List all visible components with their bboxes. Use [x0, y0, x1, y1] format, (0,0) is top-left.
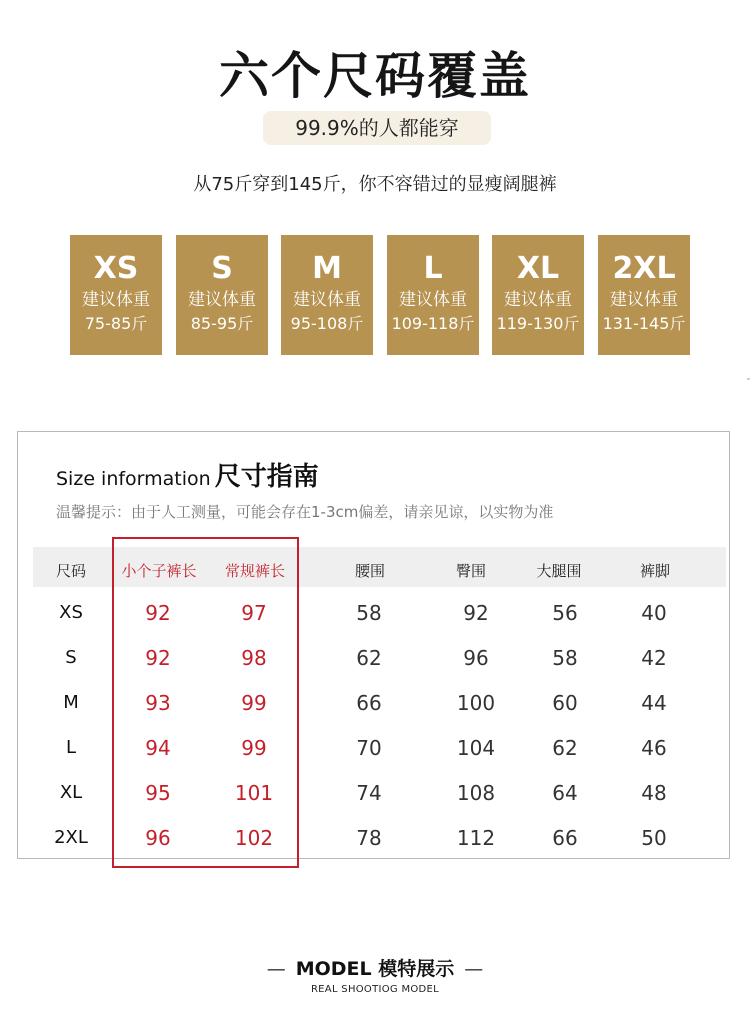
table-cell-hem: 42	[641, 646, 667, 670]
table-cell-hip: 96	[463, 646, 489, 670]
size-range: 109-118斤	[391, 314, 475, 333]
table-cell-hip: 112	[456, 826, 496, 850]
size-card-xl	[492, 235, 584, 355]
size-range: 75-85斤	[84, 314, 148, 333]
table-cell-size: XS	[59, 602, 83, 623]
model-section-title	[0, 954, 750, 981]
size-label: 建议体重	[293, 290, 361, 310]
table-cell-hip: 104	[456, 736, 496, 760]
dash-right: —	[464, 958, 484, 980]
table-header-hem: 裤脚	[639, 562, 671, 580]
model-title-en: MODEL	[295, 958, 372, 980]
table-header-thigh: 大腿围	[536, 562, 582, 580]
size-code: M	[312, 251, 342, 286]
table-cell-hem: 50	[641, 826, 667, 850]
size-code: XL	[516, 251, 560, 286]
size-info-title-en: Size information	[56, 468, 211, 490]
table-cell-thigh: 58	[552, 646, 578, 670]
table-cell-petite-length: 92	[145, 601, 171, 625]
size-card-xs	[70, 235, 162, 355]
table-cell-waist: 58	[356, 601, 382, 625]
page-title: 六个尺码覆盖	[219, 47, 531, 105]
size-card-2xl	[598, 235, 690, 355]
table-cell-waist: 78	[356, 826, 382, 850]
table-header-regular-length: 常规裤长	[224, 562, 286, 580]
size-code: 2XL	[612, 251, 676, 286]
table-cell-hem: 46	[641, 736, 667, 760]
table-cell-hem: 40	[641, 601, 667, 625]
table-cell-size: M	[63, 692, 79, 713]
table-header-waist: 腰围	[354, 562, 386, 580]
table-cell-petite-length: 95	[145, 781, 171, 805]
table-cell-size: L	[65, 737, 77, 758]
size-label: 建议体重	[188, 290, 256, 310]
size-info-title-cn: 尺寸指南	[214, 462, 319, 492]
table-cell-hem: 44	[641, 691, 667, 715]
table-cell-waist: 70	[356, 736, 382, 760]
table-cell-regular-length: 97	[241, 601, 267, 625]
size-code: S	[211, 251, 233, 286]
table-header-petite-length: 小个子裤长	[121, 562, 197, 580]
table-cell-petite-length: 96	[145, 826, 171, 850]
size-card-m	[281, 235, 373, 355]
table-cell-petite-length: 92	[145, 646, 171, 670]
size-range: 119-130斤	[496, 314, 580, 333]
length-columns-highlight	[112, 537, 299, 868]
table-header-hip: 臀围	[455, 562, 487, 580]
coverage-badge: 99.9%的人都能穿	[263, 111, 491, 145]
size-card-l	[387, 235, 479, 355]
size-cards	[70, 235, 690, 355]
table-cell-size: 2XL	[54, 827, 88, 848]
model-title-cn: 模特展示	[378, 958, 455, 980]
table-cell-regular-length: 101	[234, 781, 274, 805]
table-cell-waist: 74	[356, 781, 382, 805]
size-label: 建议体重	[504, 290, 572, 310]
size-label: 建议体重	[399, 290, 467, 310]
size-label: 建议体重	[82, 290, 150, 310]
size-code: XS	[93, 251, 139, 286]
table-cell-size: XL	[59, 782, 83, 803]
dash-left: —	[266, 958, 286, 980]
table-cell-waist: 66	[356, 691, 382, 715]
table-cell-thigh: 66	[552, 826, 578, 850]
size-range: 95-108斤	[290, 314, 364, 333]
table-cell-hip: 108	[456, 781, 496, 805]
size-label: 建议体重	[610, 290, 678, 310]
table-cell-regular-length: 99	[241, 691, 267, 715]
table-cell-hip: 100	[456, 691, 496, 715]
size-info-title	[56, 456, 319, 493]
table-cell-waist: 62	[356, 646, 382, 670]
size-code: L	[423, 251, 443, 286]
table-cell-thigh: 62	[552, 736, 578, 760]
page-subtitle: 从75斤穿到145斤，你不容错过的显瘦阔腿裤	[193, 174, 557, 195]
table-cell-regular-length: 98	[241, 646, 267, 670]
table-cell-size: S	[65, 647, 77, 668]
size-range: 131-145斤	[602, 314, 686, 333]
measurement-note: 温馨提示：由于人工测量，可能会存在1-3cm偏差，请亲见谅，以实物为准	[56, 503, 554, 521]
table-cell-petite-length: 94	[145, 736, 171, 760]
size-card-s	[176, 235, 268, 355]
table-cell-thigh: 56	[552, 601, 578, 625]
table-cell-hem: 48	[641, 781, 667, 805]
table-cell-hip: 92	[463, 601, 489, 625]
table-cell-thigh: 60	[552, 691, 578, 715]
size-range: 85-95斤	[190, 314, 254, 333]
table-cell-thigh: 64	[552, 781, 578, 805]
table-header-size: 尺码	[55, 562, 87, 580]
model-section-subtitle: REAL SHOOTIOG MODEL	[310, 984, 440, 995]
table-cell-petite-length: 93	[145, 691, 171, 715]
table-cell-regular-length: 99	[241, 736, 267, 760]
table-cell-regular-length: 102	[234, 826, 274, 850]
